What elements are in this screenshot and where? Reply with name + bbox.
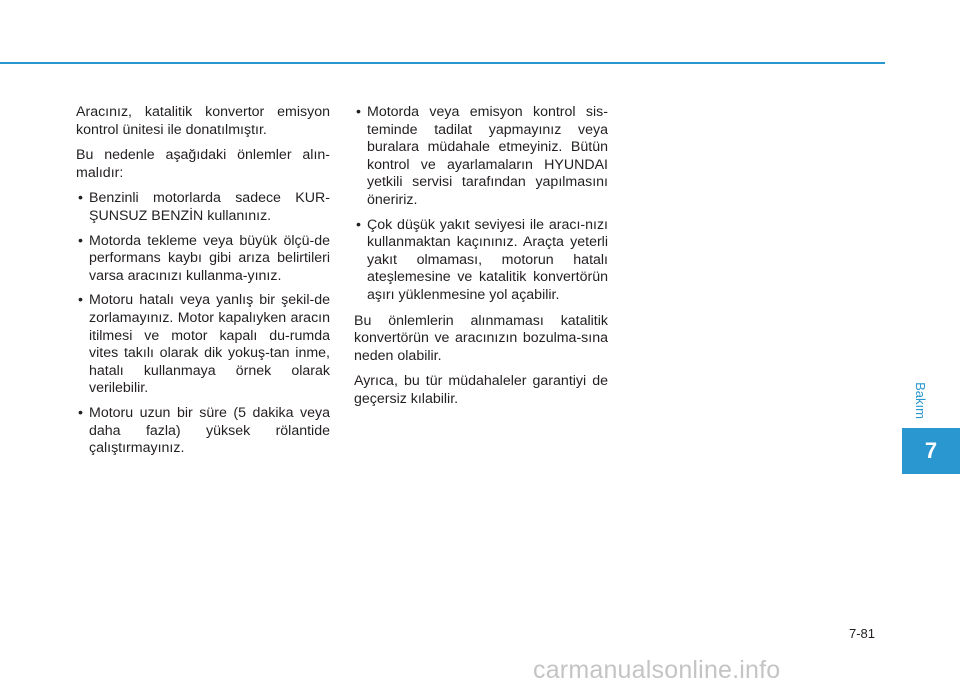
bullet-text: Motoru hatalı veya yanlış bir şekil-de zorlamayınız. Motor kapalıyken aracın itilmesi ve motor kapalı du-rumda vites takılı olarak dik yokuş-tan inme, hatalı kullanmaya örnek olarak verilebilir. xyxy=(89,292,330,397)
section-number-tab xyxy=(902,428,960,474)
bullet-text: Benzinli motorlarda sadece KUR-ŞUNSUZ BENZİN kullanınız. xyxy=(89,190,330,224)
bullet-text: Motorda tekleme veya büyük ölçü-de performans kaybı gibi arıza belirtileri varsa aracınızı kullanma-yınız. xyxy=(89,232,330,284)
list-item xyxy=(76,292,330,398)
right-bullet-list xyxy=(354,104,608,305)
bullet-text: Çok düşük yakıt seviyesi ile aracı-nızı kullanmaktan kaçınınız. Araçta yeterli yakıt olmaması, motorun hatalı ateşlemesine ve katalitik konvertörün aşırı yüklenmesine yol açabilir. xyxy=(367,216,608,303)
list-item xyxy=(76,405,330,458)
list-item xyxy=(354,217,608,305)
intro-paragraph: Aracınız, katalitik konvertor emisyon kontrol ünitesi ile donatılmıştır. xyxy=(76,104,330,138)
precautions-intro: Bu nedenle aşağıdaki önlemler alın-malıdır: xyxy=(76,147,330,181)
section-label xyxy=(904,380,936,420)
section-label-text: Bakım xyxy=(912,381,928,419)
bullet-icon: • xyxy=(356,216,361,233)
bullet-icon: • xyxy=(78,292,83,309)
warranty-paragraph: Ayrıca, bu tür müdahaleler garantiyi de geçersiz kılabilir. xyxy=(354,373,608,407)
bullet-text: Motorda veya emisyon kontrol sis-teminde tadilat yapmayınız veya buralara müdahale etmeyiniz. Bütün kontrol ve ayarlamaların HYUNDAI yetkili servisi tarafından yapılmasını öneririz. xyxy=(367,104,608,208)
right-column xyxy=(354,104,608,417)
section-number: 7 xyxy=(924,438,938,463)
watermark: carmanualsonline.info xyxy=(533,656,781,684)
left-bullet-list xyxy=(76,190,330,457)
list-item xyxy=(76,233,330,286)
list-item xyxy=(354,104,608,210)
bullet-icon: • xyxy=(78,404,83,421)
bullet-icon: • xyxy=(78,190,83,207)
header-rule xyxy=(0,62,885,64)
page-number: 7-81 xyxy=(849,626,876,641)
bullet-icon: • xyxy=(356,104,361,120)
consequence-paragraph: Bu önlemlerin alınmaması katalitik konvertörün ve aracınızın bozulma-sına neden olabilir. xyxy=(354,312,608,364)
bullet-icon: • xyxy=(78,232,83,249)
list-item xyxy=(76,190,330,225)
left-column xyxy=(76,104,330,466)
bullet-text: Motoru uzun bir süre (5 dakika veya daha fazla) yüksek rölantide çalıştırmayınız. xyxy=(89,404,330,457)
